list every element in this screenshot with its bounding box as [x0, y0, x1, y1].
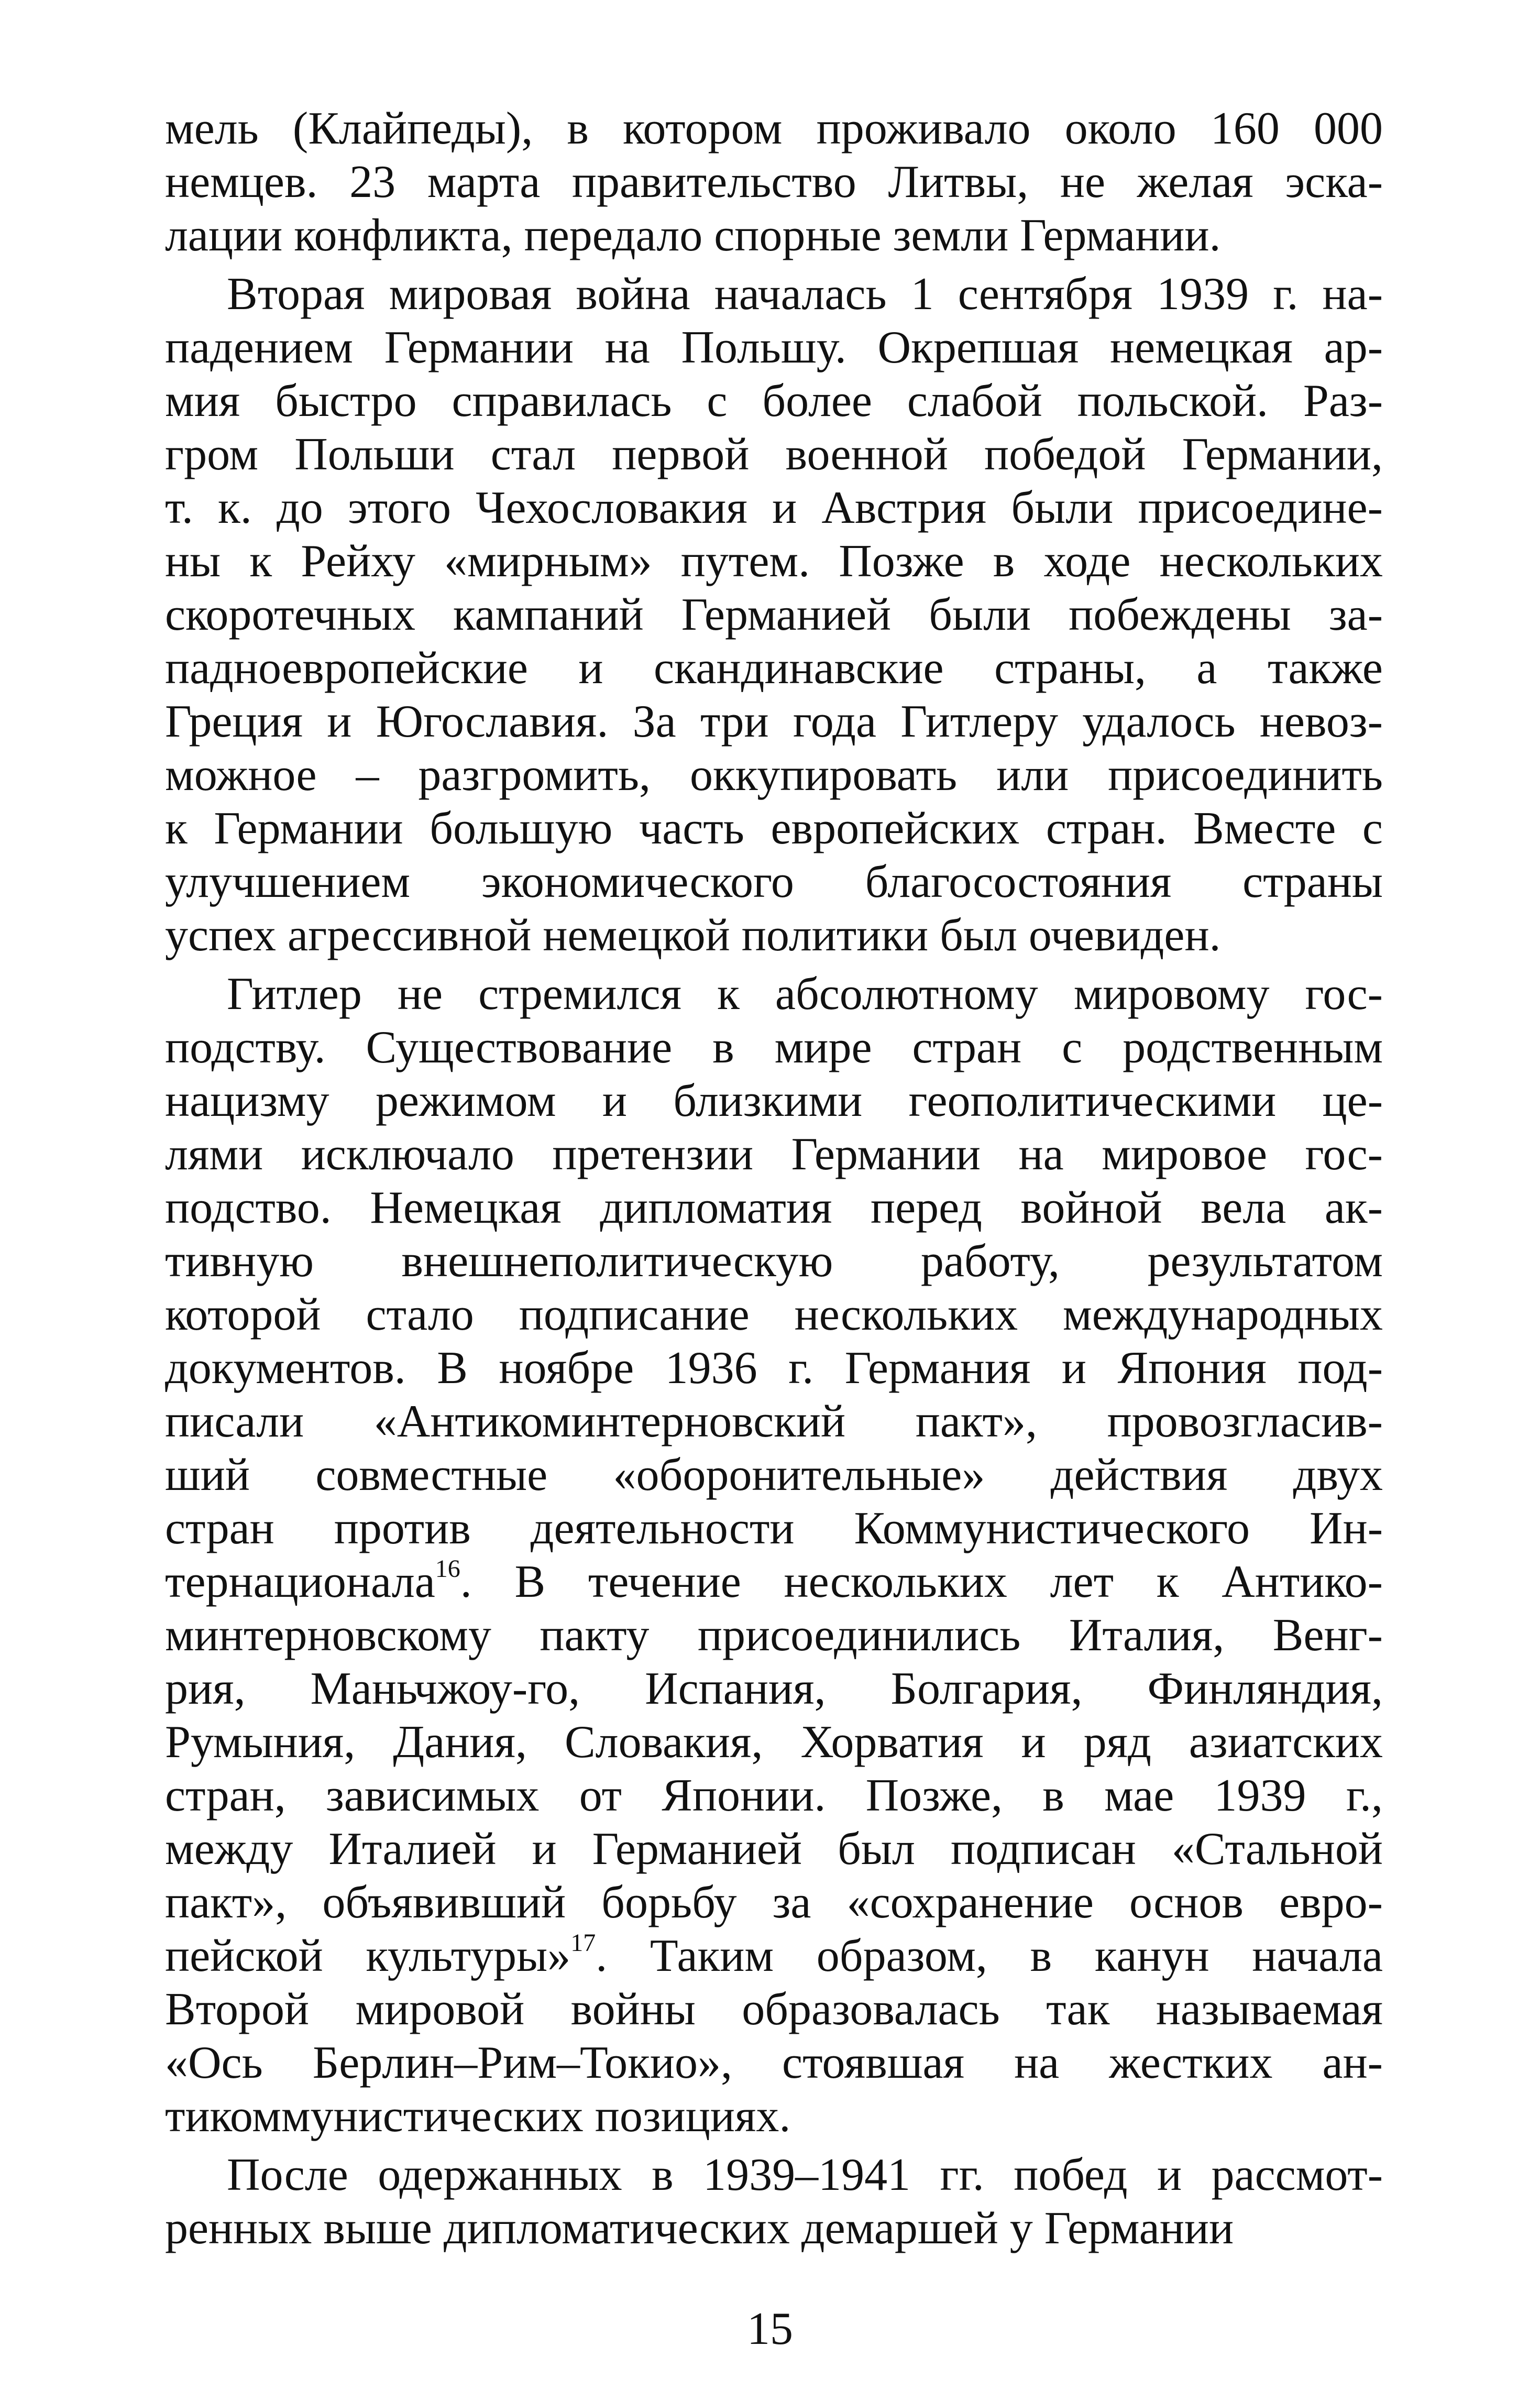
text-line: подство. Немецкая дипломатия перед войной вела ак- [165, 1182, 1383, 1233]
text-line: документов. В ноябре 1936 г. Германия и Япония под- [165, 1343, 1383, 1394]
text-line: падноевропейские и скандинавские страны, а также [165, 643, 1383, 694]
text-line: писали «Антикоминтерновский пакт», провозгласив- [165, 1396, 1383, 1447]
text-segment: . В течение нескольких лет к Антико- [460, 1556, 1383, 1607]
text-line: тикоммунистических позициях. [165, 2091, 791, 2142]
text-line: Румыния, Дания, Словакия, Хорватия и ряд азиатских [165, 1717, 1383, 1768]
text-line: мель (Клайпеды), в котором проживало около 160 000 [165, 103, 1383, 154]
footnote-marker: 16 [435, 1555, 460, 1583]
text-line: к Германии большую часть европейских стран. Вместе с [165, 803, 1383, 854]
text-line: Вторая мировая война началась 1 сентября 1939 г. на- [227, 269, 1383, 320]
text-line: гром Польши стал первой военной победой Германии, [165, 429, 1383, 480]
text-line: минтерновскому пакту присоединились Италия, Венг- [165, 1610, 1383, 1661]
text-segment: тернационала [165, 1556, 435, 1607]
text-line [165, 1555, 1383, 1609]
text-line: ны к Рейху «мирным» путем. Позже в ходе нескольких [165, 536, 1383, 587]
text-line: стран, зависимых от Японии. Позже, в мае 1939 г., [165, 1770, 1383, 1821]
text-line: нацизму режимом и близкими геополитическими це- [165, 1076, 1383, 1126]
text-line: Греция и Югославия. За три года Гитлеру удалось невоз- [165, 696, 1383, 747]
text-line [165, 1929, 1383, 1983]
text-line: можное – разгромить, оккупировать или присоединить [165, 750, 1383, 801]
text-line: После одержанных в 1939–1941 гг. побед и рассмот- [227, 2150, 1383, 2200]
text-line: немцев. 23 марта правительство Литвы, не желая эска- [165, 157, 1383, 207]
text-line: подству. Существование в мире стран с родственным [165, 1022, 1383, 1073]
text-line: между Италией и Германией был подписан «Стальной [165, 1824, 1383, 1874]
paragraph [165, 268, 1383, 962]
text-line: которой стало подписание нескольких международных [165, 1289, 1383, 1340]
paragraph-gap [165, 262, 1383, 268]
text-line: скоротечных кампаний Германией были побеждены за- [165, 589, 1383, 640]
body-text [165, 102, 1383, 2255]
text-line: ший совместные «оборонительные» действия двух [165, 1450, 1383, 1500]
text-line: пакт», объявивший борьбу за «сохранение основ евро- [165, 1877, 1383, 1928]
text-line: т. к. до этого Чехословакия и Австрия были присоедине- [165, 483, 1383, 533]
text-line: падением Германии на Польшу. Окрепшая немецкая ар- [165, 322, 1383, 373]
paragraph-gap [165, 2143, 1383, 2148]
text-line: ренных выше дипломатических демаршей у Германии [165, 2203, 1234, 2254]
text-line: Гитлер не стремился к абсолютному мировому гос- [227, 969, 1383, 1019]
paragraph-gap [165, 962, 1383, 968]
page-number: 15 [747, 2304, 793, 2354]
text-line: рия, Маньчжоу-го, Испания, Болгария, Финляндия, [165, 1663, 1383, 1714]
text-line: тивную внешнеполитическую работу, результатом [165, 1236, 1383, 1287]
text-line: «Ось Берлин–Рим–Токио», стоявшая на жестких ан- [165, 2037, 1383, 2088]
text-line: мия быстро справилась с более слабой польской. Раз- [165, 376, 1383, 426]
text-segment: пейской культуры» [165, 1931, 571, 1981]
text-line: успех агрессивной немецкой политики был очевиден. [165, 910, 1221, 961]
paragraph [165, 968, 1383, 2143]
text-segment: . Таким образом, в канун начала [596, 1931, 1383, 1981]
text-line: Второй мировой войны образовалась так называемая [165, 1984, 1383, 2035]
paragraph [165, 102, 1383, 262]
text-line: стран против деятельности Коммунистического Ин- [165, 1503, 1383, 1554]
text-line: улучшением экономического благосостояния страны [165, 857, 1383, 907]
paragraph [165, 2148, 1383, 2255]
text-line: лации конфликта, передало спорные земли Германии. [165, 210, 1221, 261]
text-line: лями исключало претензии Германии на мировое гос- [165, 1129, 1383, 1180]
footnote-marker: 17 [570, 1929, 596, 1957]
